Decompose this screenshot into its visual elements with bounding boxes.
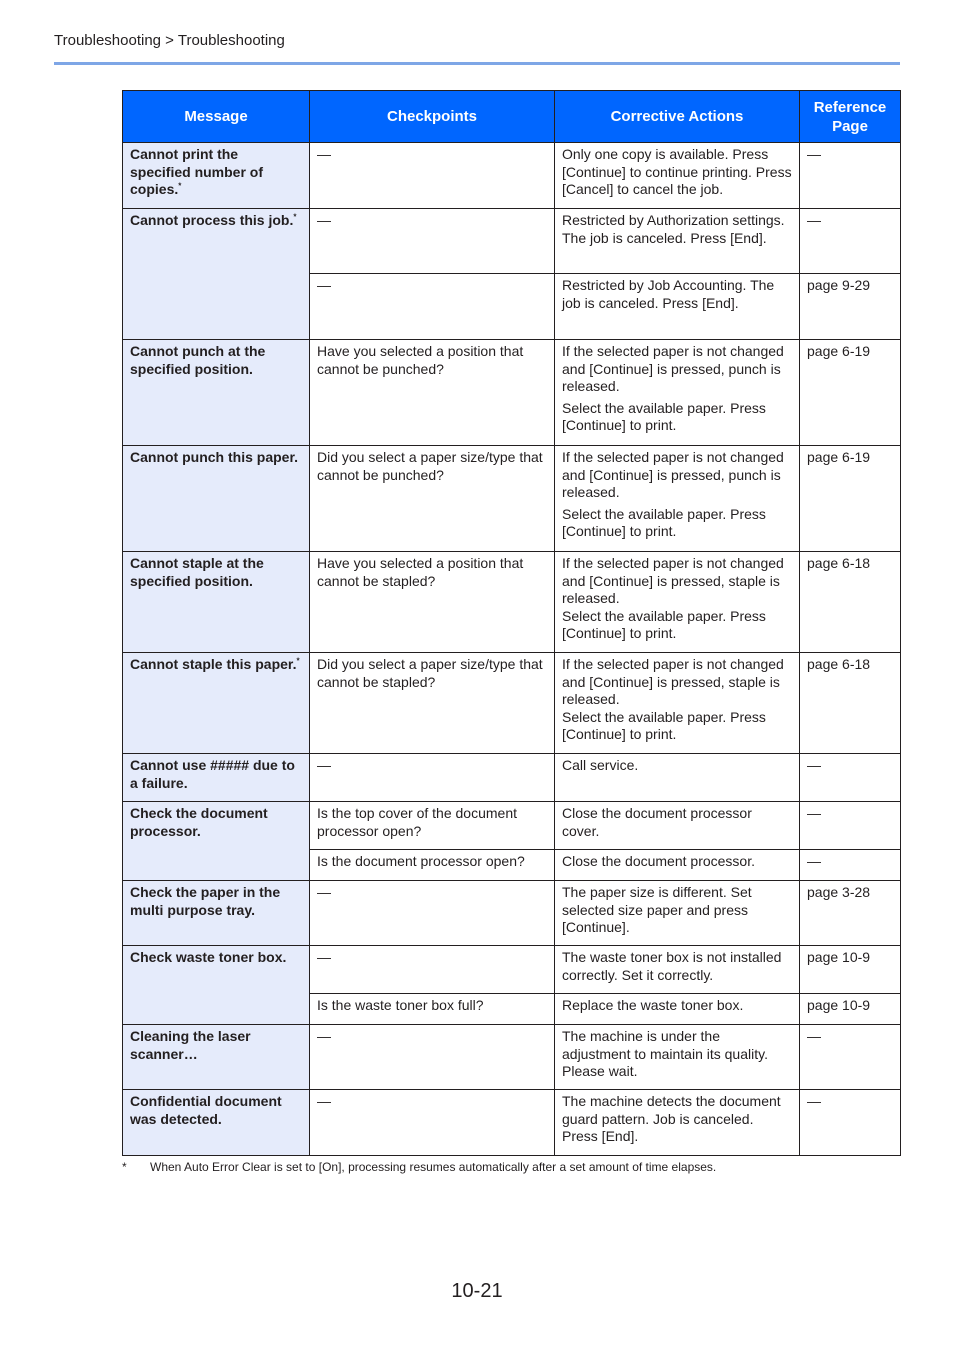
reference-cell: page 6-18: [800, 552, 901, 653]
header-reference-line2: Page: [832, 117, 868, 135]
table-row: [123, 754, 901, 802]
reference-cell: —: [800, 754, 901, 802]
action-cell: Close the document processor cover.: [555, 802, 800, 850]
action-cell: Restricted by Job Accounting. The job is canceled. Press [End].: [555, 274, 800, 340]
checkpoint-cell: Did you select a paper size/type that cannot be stapled?: [310, 653, 555, 754]
message-cell: Check waste toner box.: [123, 946, 310, 1025]
table-row: [123, 1025, 901, 1090]
checkpoint-cell: Is the top cover of the document processor open?: [310, 802, 555, 850]
message-cell: Cannot use ##### due to a failure.: [123, 754, 310, 802]
reference-cell: page 6-19: [800, 446, 901, 552]
message-cell: Cannot punch this paper.: [123, 446, 310, 552]
message-cell: Cleaning the laser scanner…: [123, 1025, 310, 1090]
checkpoint-cell: —: [310, 1025, 555, 1090]
troubleshooting-table: [122, 90, 901, 1156]
checkpoint-cell: —: [310, 881, 555, 946]
header-message: Message: [123, 91, 310, 143]
message-cell: Cannot punch at the specified position.: [123, 340, 310, 446]
reference-cell: —: [800, 850, 901, 881]
reference-cell: —: [800, 209, 901, 274]
message-cell: Check the paper in the multi purpose tray.: [123, 881, 310, 946]
reference-cell: —: [800, 1025, 901, 1090]
reference-cell: —: [800, 802, 901, 850]
action-cell: Only one copy is available. Press [Continue] to continue printing. Press [Cancel] to cancel the job.: [555, 143, 800, 209]
reference-cell: page 10-9: [800, 946, 901, 994]
action-cell: The paper size is different. Set selected size paper and press [Continue].: [555, 881, 800, 946]
checkpoint-cell: Is the waste toner box full?: [310, 994, 555, 1025]
message-text: Cannot process this job.: [130, 212, 294, 228]
action-cell: [555, 552, 800, 653]
table-row: [123, 143, 901, 209]
checkpoint-cell: —: [310, 143, 555, 209]
table-row: [123, 209, 901, 274]
action-text: If the selected paper is not changed and [Continue] is pressed, staple is released.: [562, 555, 784, 607]
action-text-2: Select the available paper. Press [Continue] to print.: [562, 399, 766, 434]
checkpoint-cell: —: [310, 946, 555, 994]
reference-cell: —: [800, 1090, 901, 1156]
footnote-mark: *: [296, 656, 300, 666]
message-cell: Cannot staple at the specified position.: [123, 552, 310, 653]
breadcrumb: Troubleshooting > Troubleshooting: [54, 32, 285, 49]
footnote-mark: *: [122, 1160, 127, 1174]
header-reference-line1: Reference: [813, 98, 887, 116]
message-text: Cannot staple this paper.: [130, 656, 297, 672]
action-text-2: Select the available paper. Press [Continue] to print.: [562, 708, 766, 743]
table-row: [123, 802, 901, 850]
message-cell: Confidential document was detected.: [123, 1090, 310, 1156]
action-cell: Restricted by Authorization settings. The job is canceled. Press [End].: [555, 209, 800, 274]
action-text: If the selected paper is not changed and [Continue] is pressed, punch is released.: [562, 449, 784, 501]
header-checkpoints: Checkpoints: [310, 91, 555, 143]
action-cell: Close the document processor.: [555, 850, 800, 881]
checkpoint-cell: —: [310, 754, 555, 802]
checkpoint-cell: Is the document processor open?: [310, 850, 555, 881]
reference-cell: page 6-19: [800, 340, 901, 446]
table-row: [123, 653, 901, 754]
checkpoint-cell: Have you selected a position that cannot be punched?: [310, 340, 555, 446]
table-row: [123, 552, 901, 653]
footnote-mark: *: [293, 212, 297, 222]
reference-cell: page 3-28: [800, 881, 901, 946]
table-row: [123, 1090, 901, 1156]
action-cell: The machine detects the document guard pattern. Job is canceled. Press [End].: [555, 1090, 800, 1156]
message-cell: [123, 143, 310, 209]
action-cell: [555, 446, 800, 552]
action-text: If the selected paper is not changed and [Continue] is pressed, punch is released.: [562, 343, 784, 395]
header-reference-page: [800, 91, 901, 143]
message-text: Cannot print the specified number of copies.: [130, 146, 264, 198]
checkpoint-cell: —: [310, 274, 555, 340]
message-cell: [123, 209, 310, 340]
action-text-2: Select the available paper. Press [Continue] to print.: [562, 607, 766, 642]
footnote-mark: *: [178, 181, 182, 191]
reference-cell: —: [800, 143, 901, 209]
reference-cell: page 10-9: [800, 994, 901, 1025]
header-corrective-actions: Corrective Actions: [555, 91, 800, 143]
action-cell: Call service.: [555, 754, 800, 802]
checkpoint-cell: —: [310, 209, 555, 274]
footnote: [122, 1160, 716, 1174]
table-row: [123, 340, 901, 446]
table-row: [123, 881, 901, 946]
table-header-row: [123, 91, 901, 143]
checkpoint-cell: —: [310, 1090, 555, 1156]
action-text-2: Select the available paper. Press [Continue] to print.: [562, 505, 766, 540]
header-rule: [54, 62, 900, 65]
action-cell: Replace the waste toner box.: [555, 994, 800, 1025]
action-cell: [555, 340, 800, 446]
action-cell: The machine is under the adjustment to maintain its quality. Please wait.: [555, 1025, 800, 1090]
message-cell: [123, 653, 310, 754]
action-text: If the selected paper is not changed and [Continue] is pressed, staple is released.: [562, 656, 784, 708]
reference-cell: page 6-18: [800, 653, 901, 754]
table-row: [123, 446, 901, 552]
action-cell: The waste toner box is not installed correctly. Set it correctly.: [555, 946, 800, 994]
message-cell: Check the document processor.: [123, 802, 310, 881]
footnote-text: When Auto Error Clear is set to [On], processing resumes automatically after a set amount of time elapses.: [150, 1160, 717, 1174]
table-row: [123, 946, 901, 994]
action-cell: [555, 653, 800, 754]
reference-cell: page 9-29: [800, 274, 901, 340]
checkpoint-cell: Have you selected a position that cannot be stapled?: [310, 552, 555, 653]
checkpoint-cell: Did you select a paper size/type that cannot be punched?: [310, 446, 555, 552]
page-number: 10-21: [451, 1280, 503, 1302]
